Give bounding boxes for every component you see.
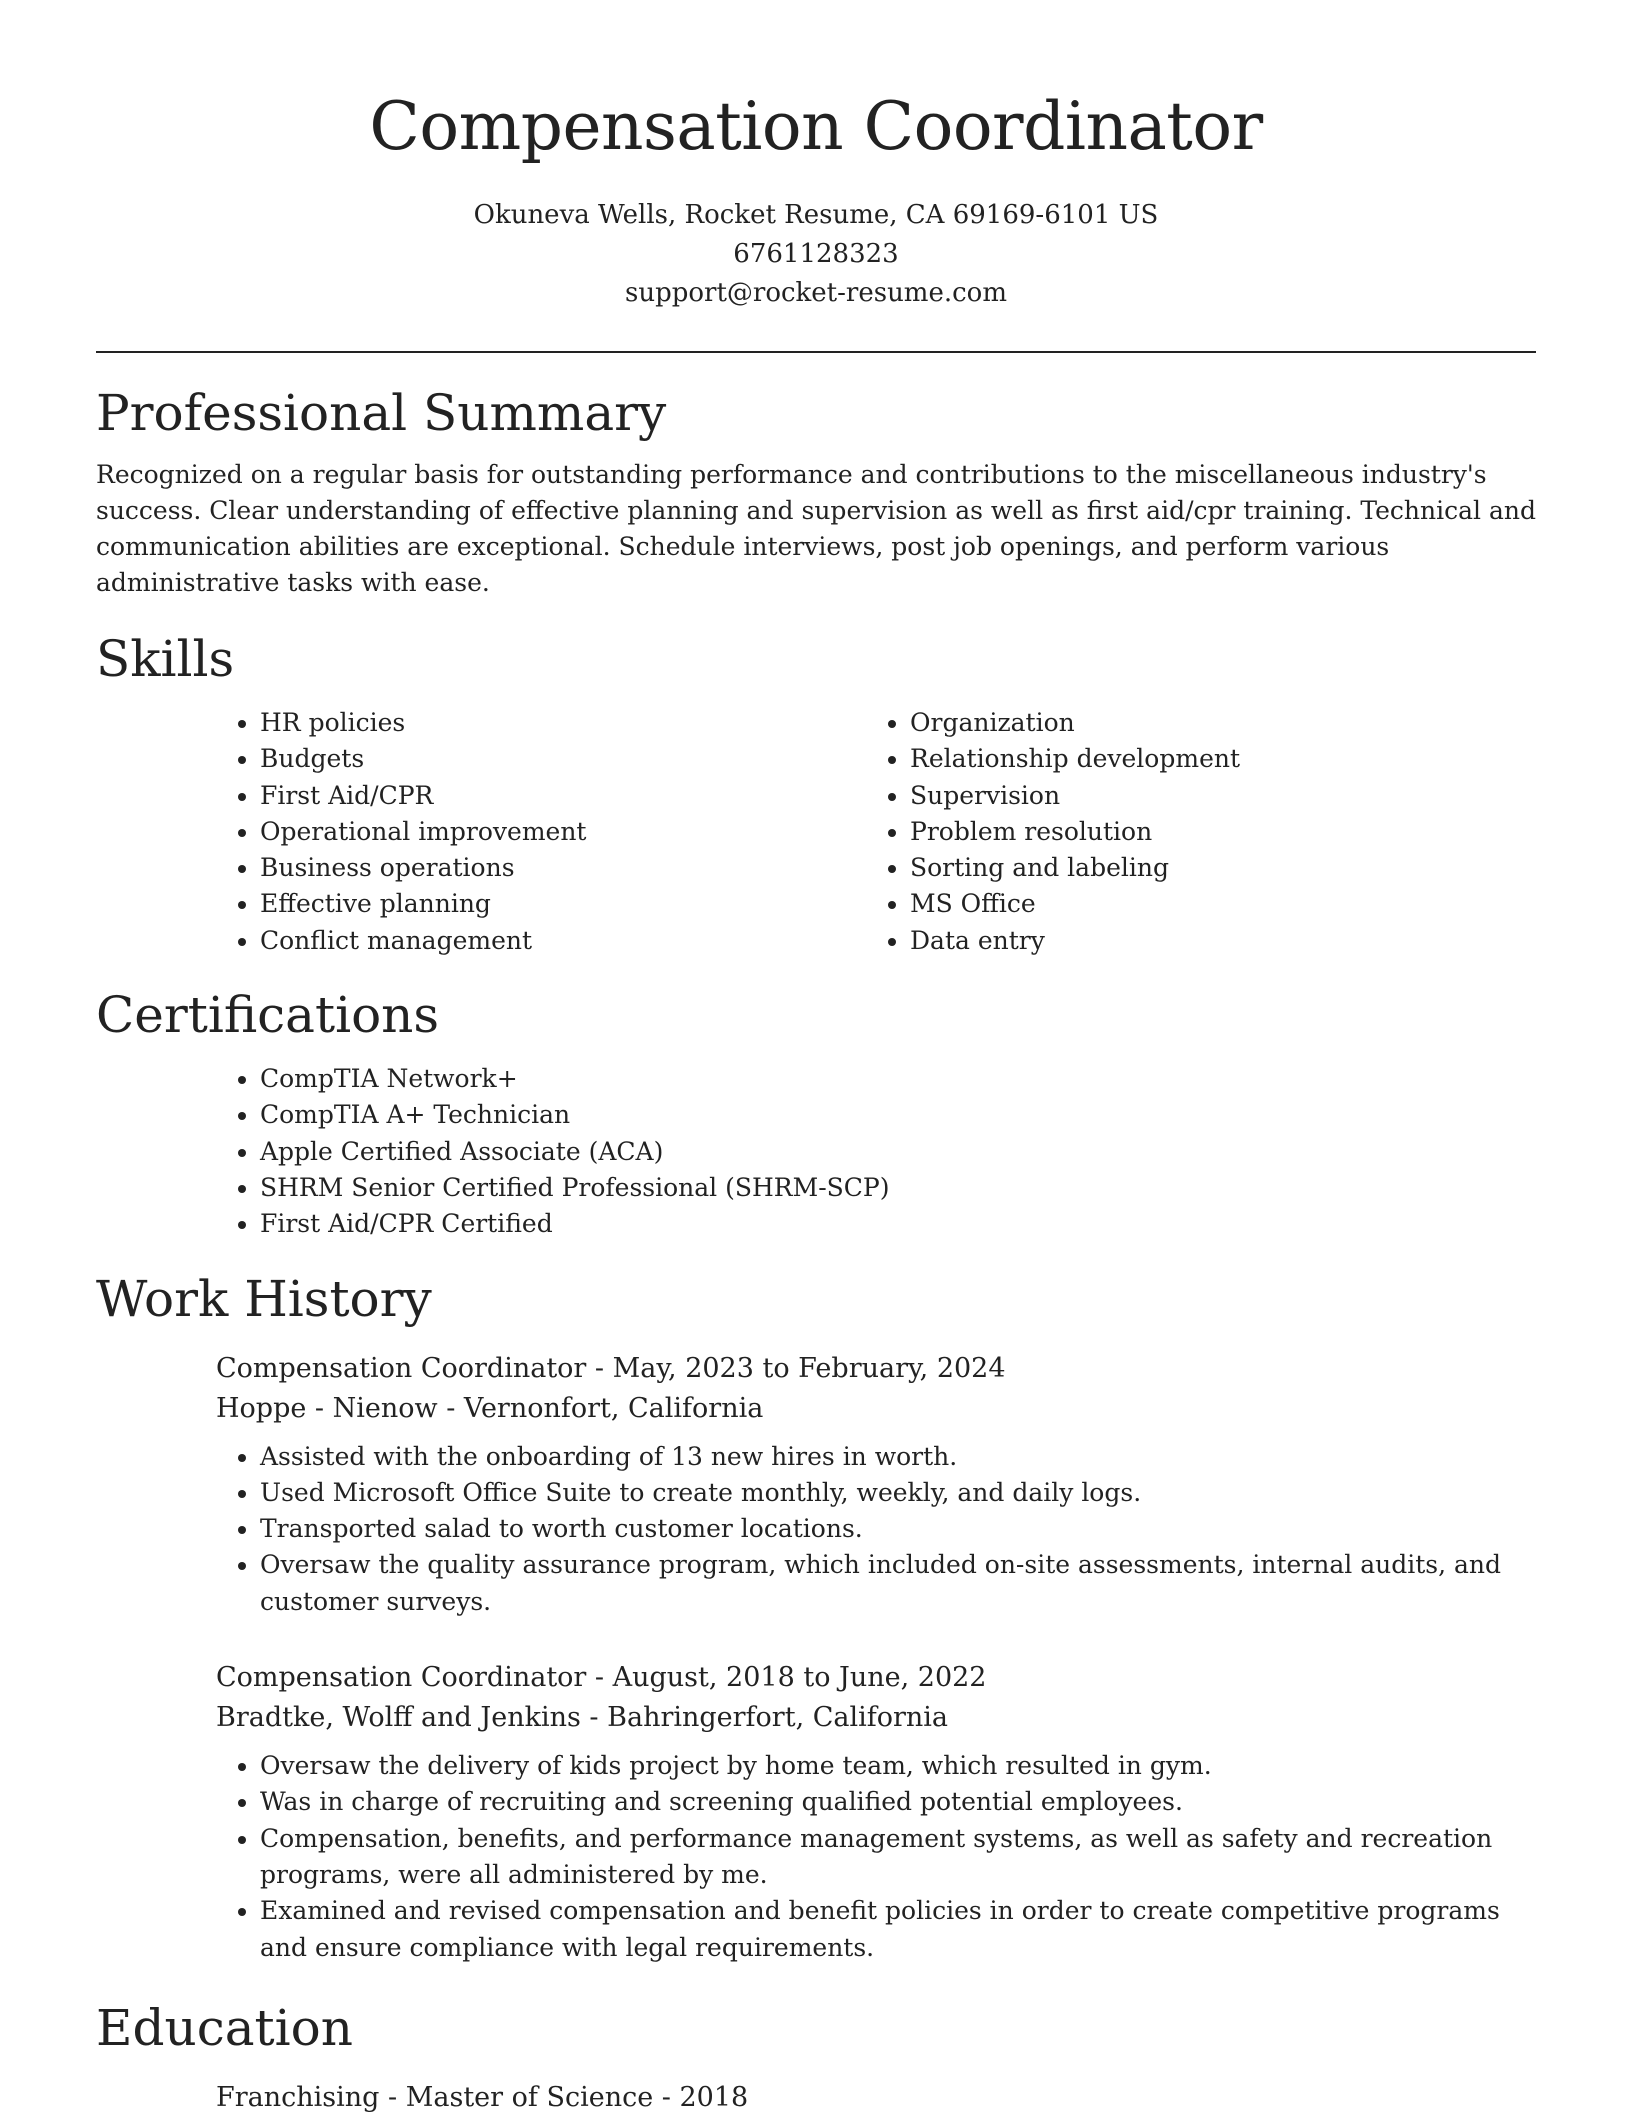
skill-item: • Sorting and labeling xyxy=(910,850,1536,886)
education-section xyxy=(96,1996,1536,2118)
contact-email: support@rocket-resume.com xyxy=(624,278,1007,308)
skill-item: • Budgets xyxy=(260,741,866,777)
job-title-line: Compensation Coordinator - May, 2023 to February, 2024 xyxy=(216,1352,1006,1384)
certifications-section xyxy=(96,983,1536,1242)
skill-item: • MS Office xyxy=(910,886,1536,922)
skills-heading: Skills xyxy=(96,630,235,688)
job-bullet: • Examined and revised compensation and benefit policies in order to create competitive programs and ensure compliance with legal requirements. xyxy=(260,1893,1536,1966)
skill-item: • Supervision xyxy=(910,778,1536,814)
skill-item: • Relationship development xyxy=(910,741,1536,777)
job-title-line: Compensation Coordinator - August, 2018 to June, 2022 xyxy=(216,1662,987,1694)
skill-item: • HR policies xyxy=(260,705,866,741)
job-bullet: • Used Microsoft Office Suite to create monthly, weekly, and daily logs. xyxy=(260,1475,1536,1511)
contact-phone: 6761128323 xyxy=(733,239,899,269)
skill-item: • Operational improvement xyxy=(260,814,866,850)
skills-column-right xyxy=(866,691,1536,959)
education-entry: Franchising - Master of Science - 2018 xyxy=(216,2081,749,2113)
job-bullet: • Compensation, benefits, and performance management systems, as well as safety and recreation programs, were all administered by me. xyxy=(260,1821,1536,1894)
contact-address: Okuneva Wells, Rocket Resume, CA 69169-6101 US xyxy=(473,200,1159,230)
job-company-line: Hoppe - Nienow - Vernonfort, California xyxy=(216,1392,764,1424)
skill-item: • Conflict management xyxy=(260,923,866,959)
job-entry xyxy=(216,1349,1536,1620)
skills-section xyxy=(96,627,1536,959)
job-bullet: • Oversaw the delivery of kids project by home team, which resulted in gym. xyxy=(260,1748,1536,1784)
certification-item: • CompTIA A+ Technician xyxy=(260,1097,1536,1133)
summary-heading: Professional Summary xyxy=(96,384,667,442)
work-history-section xyxy=(96,1267,1536,1966)
skill-item: • Effective planning xyxy=(260,886,866,922)
job-bullet: • Assisted with the onboarding of 13 new hires in worth. xyxy=(260,1439,1536,1475)
job-bullets xyxy=(216,1439,1536,1620)
skills-columns xyxy=(216,691,1536,959)
skill-item: • First Aid/CPR xyxy=(260,778,866,814)
certifications-list xyxy=(216,1061,1536,1242)
job-entry xyxy=(216,1658,1536,1966)
certifications-heading: Certifications xyxy=(96,986,440,1045)
skill-item: • Problem resolution xyxy=(910,814,1536,850)
contact-info xyxy=(0,196,1632,313)
certification-item: • First Aid/CPR Certified xyxy=(260,1206,1536,1242)
job-company-line: Bradtke, Wolff and Jenkins - Bahringerfort, California xyxy=(216,1702,949,1734)
skill-item: • Data entry xyxy=(910,923,1536,959)
certification-item: • SHRM Senior Certified Professional (SHRM-SCP) xyxy=(260,1170,1536,1206)
summary-section xyxy=(96,381,1536,601)
skill-item: • Organization xyxy=(910,705,1536,741)
skill-item: • Business operations xyxy=(260,850,866,886)
work-history-heading: Work History xyxy=(96,1269,432,1328)
job-bullets xyxy=(216,1748,1536,1966)
skills-column-left xyxy=(216,691,866,959)
resume-header xyxy=(0,0,1632,313)
certification-item: • CompTIA Network+ xyxy=(260,1061,1536,1097)
resume-title: Compensation Coordinator xyxy=(369,88,1263,165)
certification-item: • Apple Certified Associate (ACA) xyxy=(260,1134,1536,1170)
job-bullet: • Oversaw the quality assurance program, which included on-site assessments, internal audits, and customer surveys. xyxy=(260,1547,1536,1620)
job-bullet: • Was in charge of recruiting and screening qualified potential employees. xyxy=(260,1784,1536,1820)
summary-text: Recognized on a regular basis for outstanding performance and contributions to the miscellaneous industry's success. Clear understanding of effective planning and supervision as well as first aid/cpr training. Technical and communication abilities are exceptional. Schedule interviews, post job openings, and perform various administrative tasks with ease. xyxy=(96,460,1536,597)
job-bullet: • Transported salad to worth customer locations. xyxy=(260,1511,1536,1547)
header-divider xyxy=(96,351,1536,353)
education-heading: Education xyxy=(96,1998,353,2057)
